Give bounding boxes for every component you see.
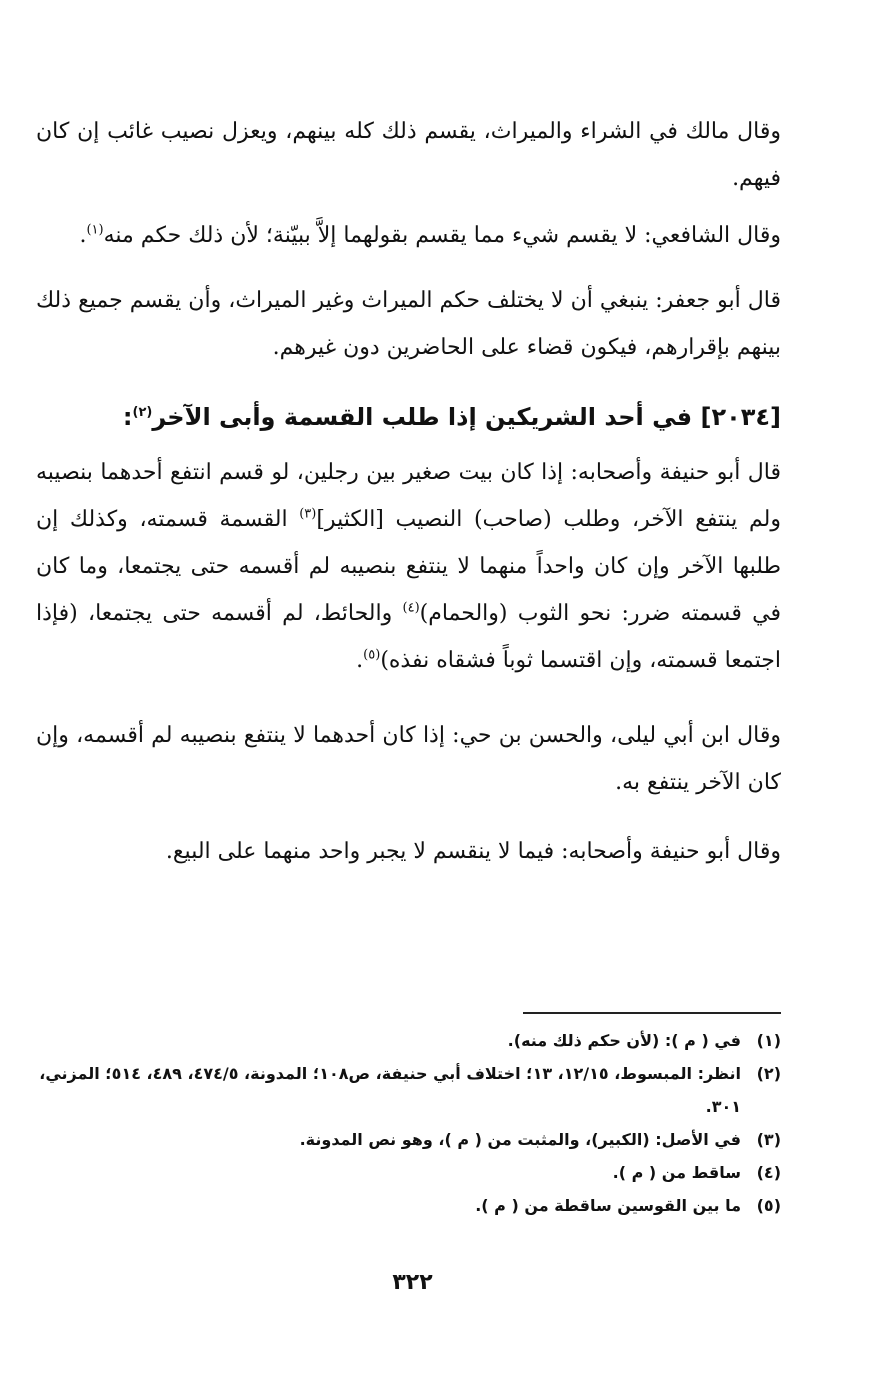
paragraph-shafii-text: وقال الشافعي: لا يقسم شيء مما يقسم بقولهما إلاَّ ببيّنة؛ لأن ذلك حكم منه (103, 223, 781, 248)
footnote-4 (36, 1156, 781, 1189)
paragraph-abu-hanifa-part-a: قال أبو حنيفة وأصحابه: إذا كان بيت صغير بين رجلين، لو قسم انتفع أحدهما بنصيبه ولم ينتفع الآخر، وطلب (صاحب) النصيب [الكثير] (36, 460, 781, 532)
footnote-ref-2[interactable]: (٢) (132, 405, 153, 420)
footnote-number: (١) (756, 1031, 781, 1050)
footnote-text: في الأصل: (الكبير)، والمثبت من ( م )، وهو نص المدونة. (299, 1130, 741, 1149)
footnote-3 (36, 1123, 781, 1156)
paragraph-shafii-end: . (79, 223, 87, 248)
paragraph-abu-hanifa-part-b: القسمة قسمته، وكذلك إن طلبها الآخر وإن كان واحداً منهما لا ينتفع بنصيبه لم أقسمه حتى يجتمعا، وما كان في قسمته ضرر: نحو الثوب (والحمام) (36, 507, 781, 626)
footnote-number: (٥) (756, 1196, 781, 1215)
paragraph-abu-hanifa (36, 449, 781, 684)
paragraph-ibn-abi-layla: وقال ابن أبي ليلى، والحسن بن حي: إذا كان أحدهما لا ينتفع بنصيبه لم أقسمه، وإن كان الآخر ينتفع به. (36, 723, 781, 795)
footnote-ref-1[interactable]: (١) (86, 222, 104, 238)
footnote-number: (٢) (756, 1064, 781, 1083)
paragraph-abu-hanifa-part-c: والحائط، لم أقسمه حتى يجتمعا، (فإذا اجتمعا قسمته، وإن اقتسما ثوباً فشقاه نفذه) (36, 601, 781, 673)
footnotes (36, 1024, 781, 1222)
section-heading-colon: : (122, 403, 133, 431)
section-number: [٢٠٣٤] (700, 403, 781, 431)
footnote-ref-5[interactable]: (٥) (363, 647, 381, 663)
footnote-text: ما بين القوسين ساقطة من ( م ). (475, 1196, 741, 1215)
section-title: في أحد الشريكين إذا طلب القسمة وأبى الآخر (152, 403, 693, 431)
section-heading (36, 397, 781, 437)
paragraph-abu-jafar: قال أبو جعفر: ينبغي أن لا يختلف حكم الميراث وغير الميراث، وأن يقسم جميع ذلك بينهم بإقرارهم، فيكون قضاء على الحاضرين دون غيرهم. (36, 288, 781, 360)
paragraph-abu-hanifa-end: . (356, 648, 364, 673)
paragraph-malik: وقال مالك في الشراء والميراث، يقسم ذلك كله بينهم، ويعزل نصيب غائب إن كان فيهم. (36, 119, 781, 191)
footnote-number: (٤) (756, 1163, 781, 1182)
footnote-text: في ( م ): (لأن حكم ذلك منه). (507, 1031, 741, 1050)
paragraph-shafii (36, 212, 781, 259)
page-number: ٣٢٢ (392, 1270, 433, 1295)
footnote-5 (36, 1189, 781, 1222)
footnote-text: ساقط من ( م ). (612, 1163, 741, 1182)
footnote-ref-3[interactable]: (٣) (299, 506, 317, 522)
page-body (36, 108, 781, 875)
footnote-ref-4[interactable]: (٤) (402, 600, 420, 616)
footnote-text: انظر: المبسوط، ١٢/١٥، ١٣؛ اختلاف أبي حنيفة، ص١٠٨؛ المدونة، ٤٧٤/٥، ٤٨٩، ٥١٤؛ المزني، ٣٠١. (39, 1064, 741, 1116)
footnote-separator (523, 1012, 781, 1014)
footnote-2 (36, 1057, 781, 1123)
footnote-1 (36, 1024, 781, 1057)
footnote-number: (٣) (756, 1130, 781, 1149)
paragraph-sale: وقال أبو حنيفة وأصحابه: فيما لا ينقسم لا يجبر واحد منهما على البيع. (165, 839, 781, 864)
